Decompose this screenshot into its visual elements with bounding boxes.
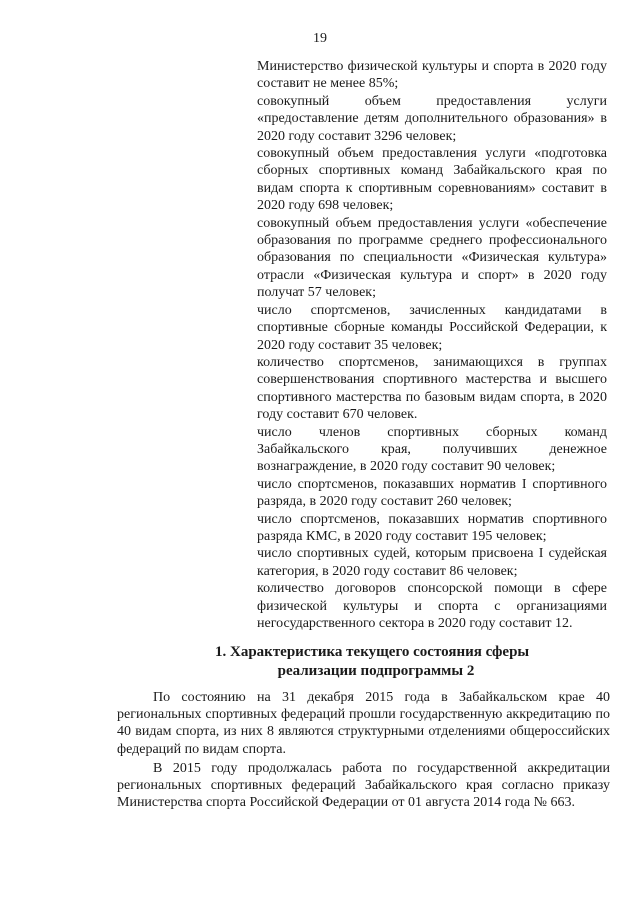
section-heading-line2: реализации подпрограммы 2 [277, 663, 475, 679]
indicator-item: Министерство физической культуры и спорта в 2020 году составит не менее 85%; [257, 59, 607, 92]
indicator-item: число спортивных судей, которым присвоена I судейская категория, в 2020 году составит 86 человек; [257, 546, 607, 579]
indicator-item: совокупный объем предоставления услуги «предоставление детям дополнительного образования» в 2020 году составит 3296 человек; [257, 93, 607, 144]
section-heading [215, 643, 555, 681]
section-heading-line1: 1. Характеристика текущего состояния сферы [215, 644, 530, 660]
indicator-item: число спортсменов, показавших норматив спортивного разряда КМС, в 2020 году составит 195 человек; [257, 511, 607, 544]
body-paragraph: В 2015 году продолжалась работа по государственной аккредитации региональных спортивных федераций Забайкальского края согласно приказу Министерства спорта Российской Федерации от 01 августа 2014 года № 663. [117, 760, 610, 811]
page-number: 19 [313, 31, 327, 46]
indicator-item: совокупный объем предоставления услуги «обеспечение образования по программе среднего профессионального образования по специальности «Физическая культура» отрасли «Физическая культура и спорт» в 2020 году получат 57 человек; [257, 215, 607, 301]
indicator-item: число спортсменов, показавших норматив I спортивного разряда, в 2020 году составит 260 человек; [257, 476, 607, 510]
indicator-item: количество договоров спонсорской помощи в сфере физической культуры и спорта с организациями негосударственного сектора в 2020 году составит 12. [257, 581, 607, 631]
indicator-item: совокупный объем предоставления услуги «подготовка сборных спортивных команд Забайкальского края по видам спорта к спортивным соревнованиям» составит в 2020 году 698 человек; [257, 146, 607, 214]
indicator-item: количество спортсменов, занимающихся в группах совершенствования спортивного мастерства и высшего спортивного мастерства по базовым видам спорта, в 2020 году составит 670 человек. [257, 354, 607, 423]
indicator-item: число членов спортивных сборных команд Забайкальского края, получивших денежное вознаграждение, в 2020 году составит 90 человек; [257, 424, 607, 475]
indicator-list [257, 58, 607, 632]
indicator-item: число спортсменов, зачисленных кандидатами в спортивные сборные команды Российской Федерации, к 2020 году составит 35 человек; [257, 302, 607, 353]
body-paragraph: По состоянию на 31 декабря 2015 года в Забайкальском крае 40 региональных спортивных федераций прошли государственную аккредитацию по 40 видам спорта, из них 8 являются структурными отделениями общероссийских федераций по видам спорта. [117, 690, 610, 757]
body-text [117, 689, 610, 813]
